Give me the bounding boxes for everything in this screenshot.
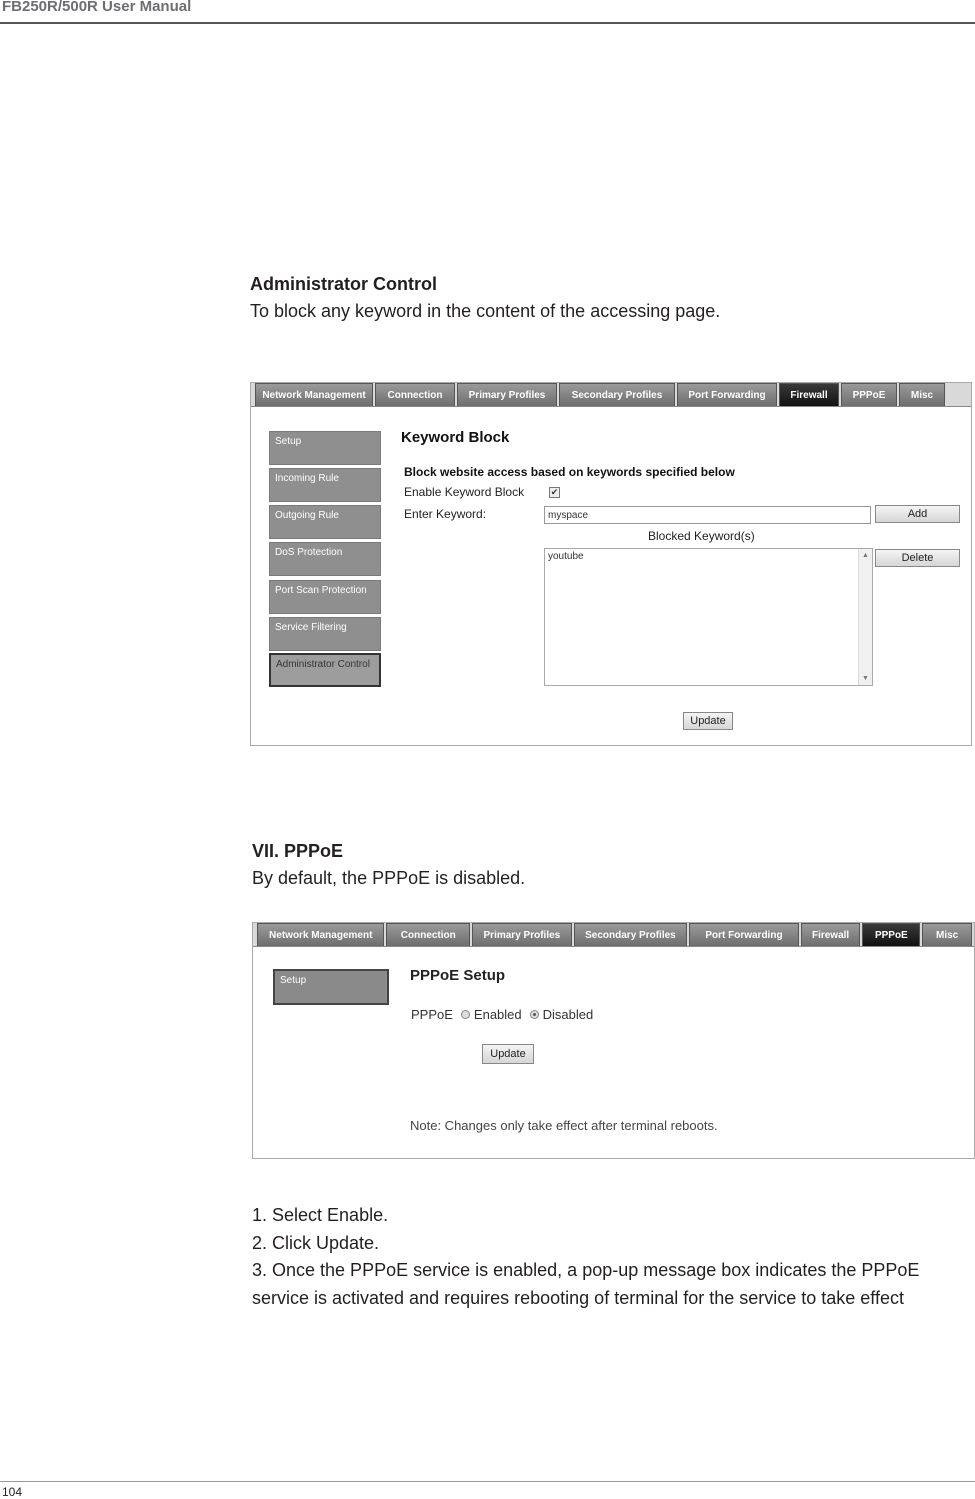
- admin-control-heading: Administrator Control: [250, 274, 437, 294]
- running-footer: [0, 1481, 975, 1499]
- sidebar-item-setup[interactable]: Setup: [273, 969, 389, 1005]
- enable-keyword-block-checkbox[interactable]: ✔: [550, 487, 559, 497]
- sidebar-item-incoming-rule[interactable]: Incoming Rule: [269, 468, 381, 502]
- list-item[interactable]: youtube: [548, 551, 584, 562]
- tab-firewall[interactable]: Firewall: [779, 383, 839, 406]
- running-header: [0, 0, 975, 24]
- tab-connection[interactable]: Connection: [386, 923, 470, 946]
- sidebar-item-outgoing-rule[interactable]: Outgoing Rule: [269, 505, 381, 539]
- tab-network-management[interactable]: Network Management: [257, 923, 384, 946]
- keyword-input[interactable]: [544, 506, 871, 524]
- tab-secondary-profiles[interactable]: Secondary Profiles: [559, 383, 675, 406]
- sidebar-item-service-filtering[interactable]: Service Filtering: [269, 617, 381, 651]
- page-number: 104: [2, 1485, 23, 1499]
- blocked-keywords-label: Blocked Keyword(s): [648, 529, 755, 543]
- keyword-block-title: Keyword Block: [401, 429, 510, 446]
- sidebar-item-setup[interactable]: Setup: [269, 431, 381, 465]
- tab-port-forwarding[interactable]: Port Forwarding: [689, 923, 799, 946]
- sidebar-item-port-scan-protection[interactable]: Port Scan Protection: [269, 580, 381, 614]
- pppoe-setup-title: PPPoE Setup: [410, 967, 506, 984]
- keyword-block-subtitle: Block website access based on keywords specified below: [404, 465, 735, 479]
- admin-control-description: To block any keyword in the content of the accessing page.: [250, 301, 721, 321]
- reboot-note: Note: Changes only take effect after terminal reboots.: [410, 1118, 718, 1133]
- update-button[interactable]: Update: [482, 1044, 534, 1064]
- tab-bar: [251, 383, 971, 407]
- tab-misc[interactable]: Misc: [922, 923, 972, 946]
- pppoe-disabled-radio[interactable]: [530, 1010, 539, 1019]
- step-3: 3. Once the PPPoE service is enabled, a pop-up message box indicates the PPPoE service is activated and requires rebooting of terminal for the service to take effect: [252, 1260, 920, 1308]
- tab-network-management[interactable]: Network Management: [255, 383, 373, 406]
- firewall-keyword-block-screenshot: [250, 382, 972, 746]
- pppoe-description: By default, the PPPoE is disabled.: [252, 868, 526, 888]
- scroll-down-icon[interactable]: ▼: [862, 675, 869, 682]
- tab-pppoe[interactable]: PPPoE: [862, 923, 920, 946]
- pppoe-enabled-radio[interactable]: [461, 1010, 470, 1019]
- steps-list: [252, 1202, 952, 1312]
- update-button[interactable]: Update: [683, 712, 733, 730]
- tab-secondary-profiles[interactable]: Secondary Profiles: [574, 923, 688, 946]
- tab-primary-profiles[interactable]: Primary Profiles: [472, 923, 572, 946]
- sidebar-item-dos-protection[interactable]: DoS Protection: [269, 542, 381, 576]
- tab-port-forwarding[interactable]: Port Forwarding: [677, 383, 777, 406]
- pppoe-enabled-label[interactable]: Enabled: [473, 1007, 522, 1022]
- add-keyword-button[interactable]: Add: [875, 505, 960, 523]
- sidebar-item-administrator-control[interactable]: Administrator Control: [269, 653, 381, 687]
- delete-keyword-button[interactable]: Delete: [875, 549, 960, 567]
- step-2: 2. Click Update.: [252, 1232, 380, 1253]
- pppoe-option-row: [411, 1007, 593, 1022]
- tab-misc[interactable]: Misc: [899, 383, 945, 406]
- tab-firewall[interactable]: Firewall: [801, 923, 861, 946]
- scrollbar[interactable]: [858, 549, 872, 685]
- enable-keyword-block-label: Enable Keyword Block: [404, 485, 525, 499]
- tab-pppoe[interactable]: PPPoE: [841, 383, 897, 406]
- pppoe-field-label: PPPoE: [411, 1007, 453, 1022]
- enter-keyword-label: Enter Keyword:: [404, 507, 487, 521]
- tab-primary-profiles[interactable]: Primary Profiles: [457, 383, 557, 406]
- blocked-keywords-list[interactable]: [544, 548, 873, 686]
- tab-bar: [253, 923, 974, 947]
- tab-connection[interactable]: Connection: [375, 383, 455, 406]
- scroll-up-icon[interactable]: ▲: [862, 552, 869, 559]
- pppoe-setup-screenshot: [252, 922, 975, 1159]
- manual-title: FB250R/500R User Manual: [2, 0, 192, 15]
- pppoe-heading: VII. PPPoE: [252, 841, 344, 861]
- step-1: 1. Select Enable.: [252, 1205, 389, 1225]
- pppoe-disabled-label[interactable]: Disabled: [542, 1007, 594, 1022]
